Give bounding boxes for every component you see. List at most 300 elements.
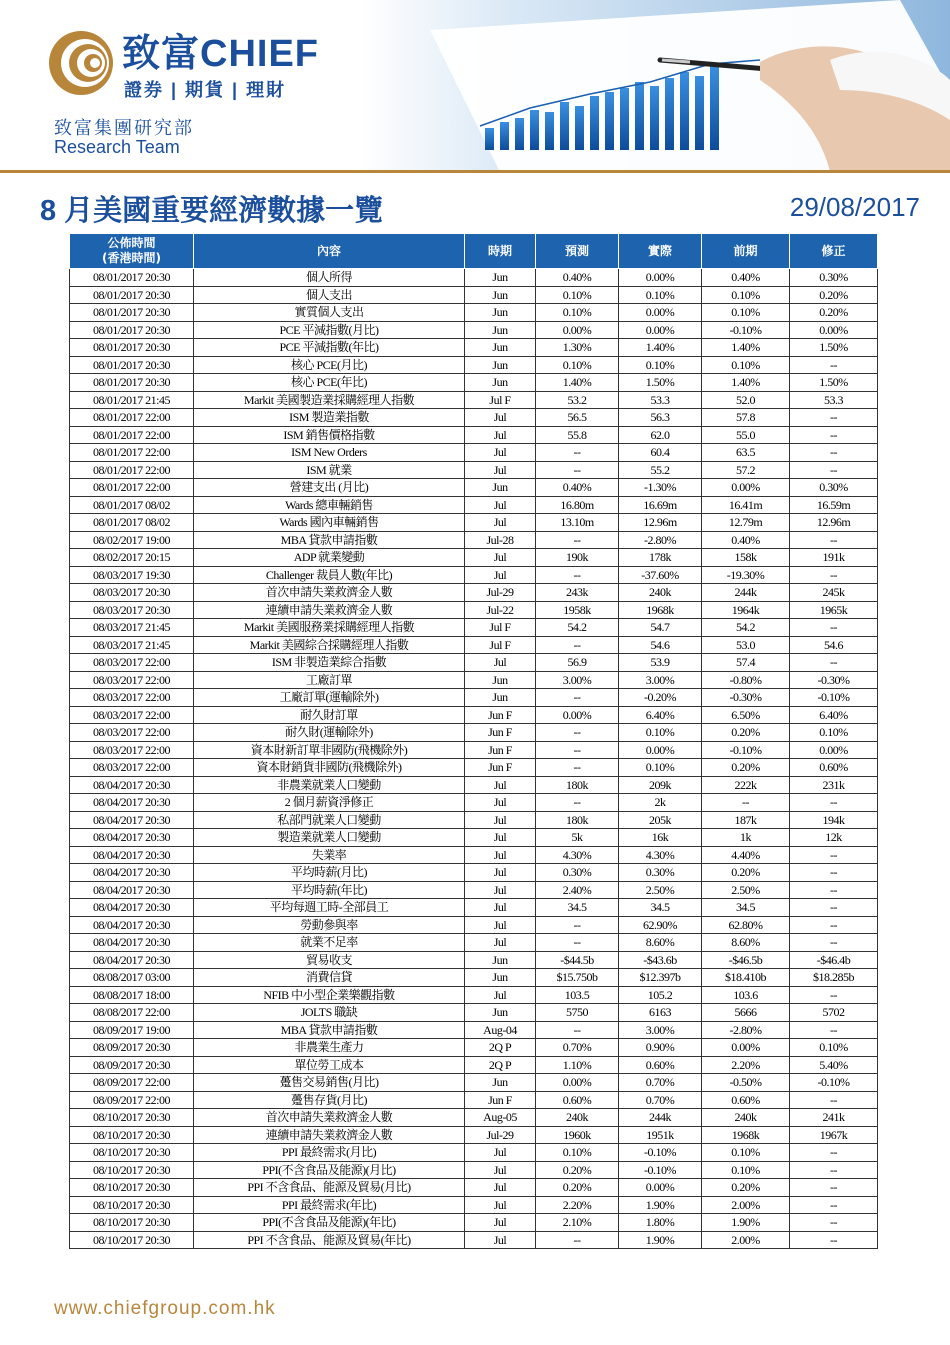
previous-cell: 0.10% [702, 286, 790, 304]
forecast-cell: 1958k [536, 601, 619, 619]
forecast-cell: -- [536, 794, 619, 812]
actual-cell: 0.10% [619, 724, 702, 742]
content-cell: 營建支出 (月比) [194, 479, 465, 497]
table-header-row [70, 234, 878, 269]
previous-cell: -0.10% [702, 741, 790, 759]
table-row [70, 496, 878, 514]
actual-cell: -37.60% [619, 566, 702, 584]
time-cell: 08/04/2017 20:30 [70, 794, 194, 812]
header-divider [0, 170, 950, 173]
actual-cell: 53.9 [619, 654, 702, 672]
table-row [70, 689, 878, 707]
time-cell: 08/10/2017 20:30 [70, 1161, 194, 1179]
chief-logo-icon [48, 30, 114, 96]
revised-cell: -0.10% [790, 1074, 878, 1092]
revised-cell: 53.3 [790, 391, 878, 409]
revised-cell: -- [790, 864, 878, 882]
time-cell: 08/10/2017 20:30 [70, 1231, 194, 1249]
period-cell: Aug-05 [465, 1109, 536, 1127]
actual-cell: 60.4 [619, 444, 702, 462]
period-cell: Jul [465, 444, 536, 462]
column-header-previous: 前期 [702, 234, 790, 269]
actual-cell: 2k [619, 794, 702, 812]
content-cell: Markit 美國綜合採購經理人指數 [194, 636, 465, 654]
period-cell: Jul [465, 899, 536, 917]
forecast-cell: 0.10% [536, 286, 619, 304]
content-cell: 資本財新訂單非國防(飛機除外) [194, 741, 465, 759]
content-cell: Wards 國內車輛銷售 [194, 514, 465, 532]
period-cell: Jul F [465, 619, 536, 637]
content-cell: 核心 PCE(月比) [194, 356, 465, 374]
time-cell: 08/03/2017 22:00 [70, 671, 194, 689]
content-cell: Markit 美國服務業採購經理人指數 [194, 619, 465, 637]
time-cell: 08/03/2017 22:00 [70, 741, 194, 759]
period-cell: Jul [465, 776, 536, 794]
actual-cell: 2.50% [619, 881, 702, 899]
revised-cell: $18.285b [790, 969, 878, 987]
table-row [70, 426, 878, 444]
table-row [70, 619, 878, 637]
time-cell: 08/02/2017 20:15 [70, 549, 194, 567]
content-cell: 資本財銷貨非國防(飛機除外) [194, 759, 465, 777]
actual-cell: 209k [619, 776, 702, 794]
period-cell: 2Q P [465, 1039, 536, 1057]
table-row [70, 1231, 878, 1249]
content-cell: PCE 平減指數(年比) [194, 339, 465, 357]
revised-cell: 0.60% [790, 759, 878, 777]
time-cell: 08/04/2017 20:30 [70, 776, 194, 794]
revised-cell: -- [790, 1021, 878, 1039]
time-cell: 08/10/2017 20:30 [70, 1144, 194, 1162]
time-cell: 08/03/2017 22:00 [70, 654, 194, 672]
content-cell: PPI(不含食品及能源)(月比) [194, 1161, 465, 1179]
period-cell: Jul [465, 934, 536, 952]
forecast-cell: 1.40% [536, 374, 619, 392]
time-cell: 08/08/2017 18:00 [70, 986, 194, 1004]
forecast-cell: 0.40% [536, 269, 619, 287]
previous-cell: -0.50% [702, 1074, 790, 1092]
content-cell: MBA 貸款申請指數 [194, 1021, 465, 1039]
time-cell: 08/01/2017 22:00 [70, 461, 194, 479]
actual-cell: 0.00% [619, 304, 702, 322]
forecast-cell: -- [536, 1231, 619, 1249]
actual-cell: 12.96m [619, 514, 702, 532]
content-cell: ADP 就業變動 [194, 549, 465, 567]
table-row [70, 1126, 878, 1144]
actual-cell: 1951k [619, 1126, 702, 1144]
table-row [70, 461, 878, 479]
forecast-cell: -- [536, 531, 619, 549]
previous-cell: 34.5 [702, 899, 790, 917]
time-cell: 08/01/2017 22:00 [70, 444, 194, 462]
actual-cell: 244k [619, 1109, 702, 1127]
table-row [70, 566, 878, 584]
revised-cell: 0.00% [790, 321, 878, 339]
column-header-time: 公佈時間 (香港時間) [70, 234, 194, 269]
previous-cell: 1k [702, 829, 790, 847]
content-cell: 實質個人支出 [194, 304, 465, 322]
table-row [70, 1109, 878, 1127]
actual-cell: 16.69m [619, 496, 702, 514]
time-cell: 08/01/2017 22:00 [70, 479, 194, 497]
forecast-cell: 5k [536, 829, 619, 847]
previous-cell: 62.80% [702, 916, 790, 934]
time-cell: 08/01/2017 08/02 [70, 514, 194, 532]
time-cell: 08/03/2017 22:00 [70, 724, 194, 742]
time-cell: 08/04/2017 20:30 [70, 881, 194, 899]
forecast-cell: 0.10% [536, 356, 619, 374]
period-cell: Jun [465, 304, 536, 322]
forecast-cell: 1.30% [536, 339, 619, 357]
table-row [70, 269, 878, 287]
content-cell: 2 個月薪資淨修正 [194, 794, 465, 812]
content-cell: ISM New Orders [194, 444, 465, 462]
actual-cell: 62.90% [619, 916, 702, 934]
forecast-cell: 56.5 [536, 409, 619, 427]
forecast-cell: 3.00% [536, 671, 619, 689]
content-cell: PPI 最終需求(月比) [194, 1144, 465, 1162]
period-cell: Jul [465, 1231, 536, 1249]
revised-cell: 0.00% [790, 741, 878, 759]
actual-cell: 62.0 [619, 426, 702, 444]
actual-cell: 0.70% [619, 1074, 702, 1092]
period-cell: Jul [465, 829, 536, 847]
previous-cell: 222k [702, 776, 790, 794]
previous-cell: 0.10% [702, 304, 790, 322]
brand-name: 致富CHIEF [122, 33, 320, 75]
period-cell: Jun [465, 374, 536, 392]
previous-cell: -2.80% [702, 1021, 790, 1039]
actual-cell: 0.00% [619, 1179, 702, 1197]
revised-cell: -- [790, 846, 878, 864]
previous-cell: 4.40% [702, 846, 790, 864]
time-cell: 08/02/2017 19:00 [70, 531, 194, 549]
time-cell: 08/04/2017 20:30 [70, 829, 194, 847]
content-cell: 躉售交易銷售(月比) [194, 1074, 465, 1092]
previous-cell: 8.60% [702, 934, 790, 952]
actual-cell: 55.2 [619, 461, 702, 479]
revised-cell: -- [790, 1091, 878, 1109]
forecast-cell: 0.40% [536, 479, 619, 497]
content-cell: 失業率 [194, 846, 465, 864]
time-cell: 08/04/2017 20:30 [70, 864, 194, 882]
table-row [70, 1214, 878, 1232]
forecast-cell: -- [536, 636, 619, 654]
previous-cell: 53.0 [702, 636, 790, 654]
forecast-cell: -- [536, 934, 619, 952]
forecast-cell: 4.30% [536, 846, 619, 864]
content-cell: Markit 美國製造業採購經理人指數 [194, 391, 465, 409]
chart-illustration-icon [360, 0, 950, 172]
content-cell: JOLTS 職缺 [194, 1004, 465, 1022]
table-row [70, 601, 878, 619]
content-cell: 個人所得 [194, 269, 465, 287]
table-row [70, 811, 878, 829]
content-cell: 單位勞工成本 [194, 1056, 465, 1074]
table-row [70, 531, 878, 549]
time-cell: 08/10/2017 20:30 [70, 1126, 194, 1144]
period-cell: Jun F [465, 724, 536, 742]
forecast-cell: -- [536, 916, 619, 934]
actual-cell: 0.70% [619, 1091, 702, 1109]
content-cell: 私部門就業人口變動 [194, 811, 465, 829]
content-cell: Challenger 裁員人數(年比) [194, 566, 465, 584]
period-cell: Jun F [465, 1091, 536, 1109]
time-cell: 08/04/2017 20:30 [70, 951, 194, 969]
content-cell: 首次申請失業救濟金人數 [194, 1109, 465, 1127]
table-row [70, 986, 878, 1004]
table-row [70, 339, 878, 357]
time-cell: 08/03/2017 20:30 [70, 601, 194, 619]
content-cell: PPI 不含食品、能源及貿易(年比) [194, 1231, 465, 1249]
previous-cell: -$46.5b [702, 951, 790, 969]
period-cell: Jul [465, 881, 536, 899]
previous-cell: 2.50% [702, 881, 790, 899]
previous-cell: 6.50% [702, 706, 790, 724]
period-cell: Jul [465, 811, 536, 829]
time-cell: 08/08/2017 03:00 [70, 969, 194, 987]
content-cell: 連續申請失業救濟金人數 [194, 1126, 465, 1144]
forecast-cell: -- [536, 741, 619, 759]
department-name-zh: 致富集團研究部 [54, 118, 194, 138]
period-cell: Jun [465, 1004, 536, 1022]
time-cell: 08/10/2017 20:30 [70, 1109, 194, 1127]
actual-cell: $12.397b [619, 969, 702, 987]
actual-cell: 0.00% [619, 269, 702, 287]
table-row [70, 1161, 878, 1179]
previous-cell: 244k [702, 584, 790, 602]
actual-cell: 6163 [619, 1004, 702, 1022]
table-row [70, 654, 878, 672]
forecast-cell: 5750 [536, 1004, 619, 1022]
forecast-cell: 2.40% [536, 881, 619, 899]
content-cell: ISM 製造業指數 [194, 409, 465, 427]
previous-cell: 0.40% [702, 269, 790, 287]
previous-cell: -19.30% [702, 566, 790, 584]
content-cell: ISM 就業 [194, 461, 465, 479]
forecast-cell: -- [536, 461, 619, 479]
revised-cell: -- [790, 1214, 878, 1232]
table-row [70, 724, 878, 742]
actual-cell: 0.90% [619, 1039, 702, 1057]
actual-cell: 8.60% [619, 934, 702, 952]
content-cell: 個人支出 [194, 286, 465, 304]
forecast-cell: -- [536, 724, 619, 742]
period-cell: Jul [465, 794, 536, 812]
content-cell: 工廠訂單 [194, 671, 465, 689]
previous-cell: 0.10% [702, 1161, 790, 1179]
revised-cell: 1.50% [790, 374, 878, 392]
previous-cell: 158k [702, 549, 790, 567]
previous-cell: 1964k [702, 601, 790, 619]
time-cell: 08/04/2017 20:30 [70, 846, 194, 864]
table-row [70, 1196, 878, 1214]
forecast-cell: 0.30% [536, 864, 619, 882]
actual-cell: 54.6 [619, 636, 702, 654]
actual-cell: 1.90% [619, 1196, 702, 1214]
time-cell: 08/03/2017 21:45 [70, 619, 194, 637]
period-cell: Jun [465, 479, 536, 497]
forecast-cell: 0.10% [536, 1144, 619, 1162]
column-header-period: 時期 [465, 234, 536, 269]
time-cell: 08/03/2017 22:00 [70, 759, 194, 777]
period-cell: Jun [465, 269, 536, 287]
revised-cell: 16.59m [790, 496, 878, 514]
time-cell: 08/01/2017 20:30 [70, 269, 194, 287]
period-cell: Jul-22 [465, 601, 536, 619]
revised-cell: 245k [790, 584, 878, 602]
forecast-cell: 243k [536, 584, 619, 602]
previous-cell: 0.20% [702, 864, 790, 882]
table-row [70, 846, 878, 864]
table-row [70, 741, 878, 759]
actual-cell: 4.30% [619, 846, 702, 864]
previous-cell: 240k [702, 1109, 790, 1127]
period-cell: Jul [465, 1144, 536, 1162]
table-row [70, 969, 878, 987]
revised-cell: -- [790, 916, 878, 934]
period-cell: Jul [465, 426, 536, 444]
revised-cell: -0.10% [790, 689, 878, 707]
previous-cell: -0.30% [702, 689, 790, 707]
previous-cell: 0.60% [702, 1091, 790, 1109]
table-row [70, 1179, 878, 1197]
table-row [70, 776, 878, 794]
revised-cell: 1965k [790, 601, 878, 619]
forecast-cell: 103.5 [536, 986, 619, 1004]
period-cell: Jun [465, 951, 536, 969]
previous-cell: 187k [702, 811, 790, 829]
forecast-cell: 0.10% [536, 304, 619, 322]
actual-cell: 3.00% [619, 671, 702, 689]
period-cell: Jul [465, 1161, 536, 1179]
time-cell: 08/08/2017 22:00 [70, 1004, 194, 1022]
actual-cell: -$43.6b [619, 951, 702, 969]
previous-cell: 0.20% [702, 759, 790, 777]
content-cell: 躉售存貨(月比) [194, 1091, 465, 1109]
period-cell: Jun [465, 286, 536, 304]
revised-cell: -- [790, 1196, 878, 1214]
previous-cell: 52.0 [702, 391, 790, 409]
table-row [70, 321, 878, 339]
revised-cell: 6.40% [790, 706, 878, 724]
previous-cell: 16.41m [702, 496, 790, 514]
forecast-cell: 0.20% [536, 1161, 619, 1179]
forecast-cell: 0.70% [536, 1039, 619, 1057]
period-cell: Jul [465, 566, 536, 584]
table-row [70, 286, 878, 304]
actual-cell: -0.10% [619, 1161, 702, 1179]
actual-cell: 16k [619, 829, 702, 847]
revised-cell: 0.30% [790, 269, 878, 287]
time-cell: 08/09/2017 19:00 [70, 1021, 194, 1039]
content-cell: 耐久財訂單 [194, 706, 465, 724]
forecast-cell: -- [536, 444, 619, 462]
period-cell: Jul [465, 549, 536, 567]
revised-cell: -- [790, 934, 878, 952]
time-cell: 08/10/2017 20:30 [70, 1214, 194, 1232]
actual-cell: 1.90% [619, 1231, 702, 1249]
table-row [70, 374, 878, 392]
table-row [70, 934, 878, 952]
time-cell: 08/09/2017 22:00 [70, 1074, 194, 1092]
table-row [70, 829, 878, 847]
table-row [70, 1074, 878, 1092]
content-cell: ISM 非製造業綜合指數 [194, 654, 465, 672]
forecast-cell: 0.00% [536, 706, 619, 724]
table-row [70, 794, 878, 812]
content-cell: 工廠訂單(運輸除外) [194, 689, 465, 707]
table-row [70, 1144, 878, 1162]
period-cell: Jul [465, 864, 536, 882]
revised-cell: -- [790, 986, 878, 1004]
time-cell: 08/04/2017 20:30 [70, 934, 194, 952]
content-cell: 耐久財(運輸除外) [194, 724, 465, 742]
economic-data-table [69, 233, 878, 1249]
actual-cell: 105.2 [619, 986, 702, 1004]
previous-cell: 12.79m [702, 514, 790, 532]
period-cell: Jul F [465, 636, 536, 654]
time-cell: 08/01/2017 21:45 [70, 391, 194, 409]
actual-cell: 0.10% [619, 759, 702, 777]
previous-cell: -- [702, 794, 790, 812]
period-cell: 2Q P [465, 1056, 536, 1074]
revised-cell: -- [790, 619, 878, 637]
period-cell: Jul-29 [465, 1126, 536, 1144]
time-cell: 08/01/2017 22:00 [70, 409, 194, 427]
actual-cell: -0.10% [619, 1144, 702, 1162]
forecast-cell: -- [536, 566, 619, 584]
column-header-actual: 實際 [619, 234, 702, 269]
forecast-cell: 34.5 [536, 899, 619, 917]
table-row [70, 706, 878, 724]
table-row [70, 864, 878, 882]
period-cell: Jul [465, 461, 536, 479]
period-cell: Jun F [465, 759, 536, 777]
time-cell: 08/03/2017 22:00 [70, 689, 194, 707]
actual-cell: 1.50% [619, 374, 702, 392]
period-cell: Jul [465, 496, 536, 514]
revised-cell: -- [790, 1144, 878, 1162]
column-header-forecast: 預測 [536, 234, 619, 269]
previous-cell: 0.00% [702, 479, 790, 497]
content-cell: MBA 貸款申請指數 [194, 531, 465, 549]
previous-cell: 54.2 [702, 619, 790, 637]
actual-cell: 53.3 [619, 391, 702, 409]
previous-cell: 2.00% [702, 1231, 790, 1249]
period-cell: Jun [465, 1074, 536, 1092]
actual-cell: 0.00% [619, 741, 702, 759]
revised-cell: -- [790, 1161, 878, 1179]
time-cell: 08/01/2017 20:30 [70, 286, 194, 304]
table-row [70, 1091, 878, 1109]
period-cell: Jul [465, 514, 536, 532]
actual-cell: 56.3 [619, 409, 702, 427]
time-cell: 08/03/2017 21:45 [70, 636, 194, 654]
actual-cell: 240k [619, 584, 702, 602]
previous-cell: 0.40% [702, 531, 790, 549]
table-row [70, 444, 878, 462]
revised-cell: 241k [790, 1109, 878, 1127]
time-cell: 08/01/2017 20:30 [70, 339, 194, 357]
period-cell: Jun [465, 969, 536, 987]
actual-cell: 3.00% [619, 1021, 702, 1039]
forecast-cell: 53.2 [536, 391, 619, 409]
previous-cell: 1.40% [702, 374, 790, 392]
forecast-cell: -$44.5b [536, 951, 619, 969]
content-cell: 貿易收支 [194, 951, 465, 969]
period-cell: Jul [465, 1214, 536, 1232]
